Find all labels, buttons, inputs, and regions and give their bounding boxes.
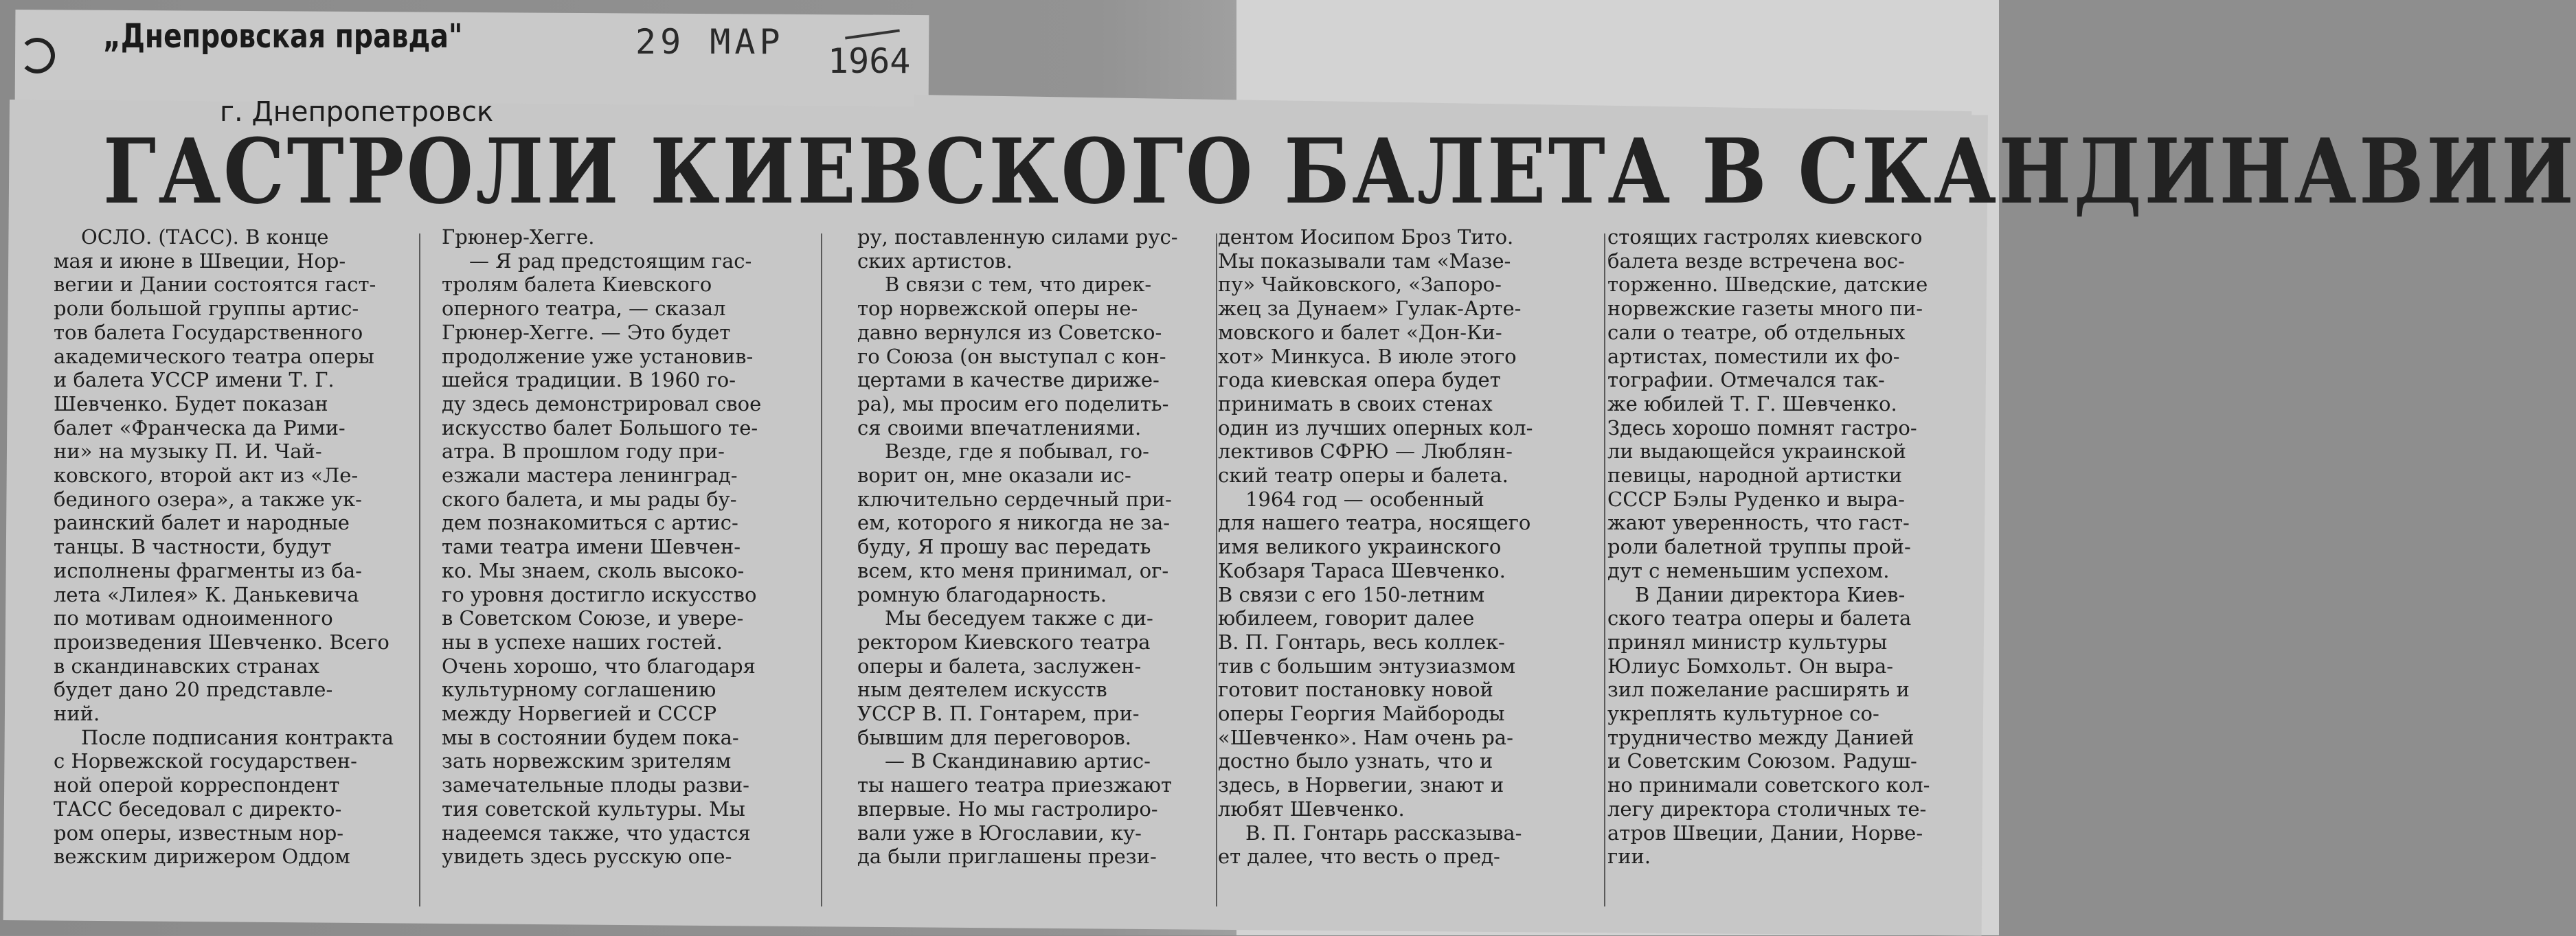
article-line: ни» на музыку П. И. Чай- [54,440,322,464]
article-line: и Советским Союзом. Радуш- [1607,749,1917,773]
article-line: Грюнер-Хегге. — Это будет [442,320,731,344]
year-stamp: 1964 [828,41,911,81]
article-line: оперы Георгия Майбороды [1218,702,1505,726]
article-line: жец за Дунаем» Гулак-Арте- [1218,297,1522,321]
article-line: 1964 год — особенный [1245,487,1484,511]
article-line: ских артистов. [857,249,1013,273]
article-line: но принимали советского кол- [1607,773,1930,797]
article-line: мая и июне в Швеции, Нор- [54,249,346,273]
article-line: продолжение уже установив- [442,344,754,368]
article-line: принимать в своих стенах [1218,391,1493,415]
article-line: роли большой группы артис- [54,297,359,321]
article-line: жают уверенность, что гаст- [1607,511,1910,535]
article-line: ем, которого я никогда не за- [857,511,1171,535]
article-line: Мы беседуем также с ди- [885,606,1153,630]
article-line: здесь, в Норвегии, знают и [1218,773,1504,797]
article-line: зил пожелание расширять и [1607,678,1910,702]
article-line: года киевская опера будет [1218,368,1501,392]
article-column-5 [1607,225,1951,869]
article-line: достно было узнать, что и [1218,749,1493,773]
article-line: В Дании директора Киев- [1635,582,1906,606]
article-line: оперного театра, — сказал [442,297,726,321]
article-line: «Шевченко». Нам очень ра- [1218,725,1513,749]
article-line: Очень хорошо, что благодаря [442,654,756,678]
article-line: ным деятелем искусств [857,678,1107,702]
article-line: же юбилей Т. Г. Шевченко. [1607,391,1897,415]
article-column-4 [1218,225,1561,869]
article-line: тролям балета Киевского [442,273,712,297]
article-column-1 [54,225,397,869]
article-line: бывшим для переговоров. [857,725,1131,749]
article-line: тами театра имени Шевчен- [442,535,741,559]
article-line: дентом Иосипом Броз Тито. [1218,225,1514,249]
article-line: атров Швеции, Дании, Норве- [1607,821,1923,845]
article-line: искусство балет Большого те- [442,415,758,440]
article-line: зать норвежским зрителям [442,749,732,773]
article-line: надеемся также, что удастся [442,821,751,845]
article-line: хот» Минкуса. В июле этого [1218,344,1517,368]
newspaper-name-stamp: „Днепровская правда" [103,17,463,56]
article-line: тив с большим энтузиазмом [1218,654,1516,678]
article-line: торженно. Шведские, датские [1607,273,1928,297]
article-line: исполнены фрагменты из ба- [54,558,362,582]
article-line: тор норвежской оперы не- [857,297,1138,321]
article-line: Кобзаря Тараса Шевченко. [1218,558,1506,582]
article-line: тов балета Государственного [54,320,363,344]
article-line: атра. В прошлом году при- [442,440,725,464]
article-line: певицы, народной артистки [1607,464,1903,488]
article-paragraph [1218,225,1561,869]
column-rule [821,233,822,906]
article-line: ковского, второй акт из «Ле- [54,464,359,488]
punch-hole-mark [19,38,55,73]
article-line: юбилеем, говорит далее [1218,606,1475,630]
article-body [54,225,1963,919]
article-line: лективов СФРЮ — Люблян- [1218,440,1513,464]
article-column-2 [442,225,785,869]
article-line: стоящих гастролях киевского [1607,225,1923,249]
article-line: гии. [1607,845,1651,869]
article-line: мы в состоянии будем пока- [442,725,739,749]
article-line: балета везде встречена вос- [1607,249,1905,273]
date-stamp: 29 МАР [635,22,784,62]
article-line: ключительно сердечный при- [857,487,1172,511]
article-line: УССР В. П. Гонтарем, при- [857,702,1140,726]
article-line: замечательные плоды разви- [442,773,749,797]
article-paragraph [1607,225,1951,869]
article-line: да были приглашены прези- [857,845,1157,869]
article-line: в скандинавских странах [54,654,320,678]
article-line: давно вернулся из Советско- [857,320,1162,344]
article-line: ко. Мы знаем, сколь высоко- [442,558,745,582]
article-line: Мы показывали там «Мазе- [1218,249,1511,273]
article-line: сали о театре, об отдельных [1607,320,1906,344]
article-headline: ГАСТРОЛИ КИЕВСКОГО БАЛЕТА В СКАНДИНАВИИ [103,119,2576,224]
article-line: езжали мастера ленинград- [442,464,738,488]
article-line: ний. [54,702,100,726]
article-line: В. П. Гонтарь рассказыва- [1245,821,1522,845]
column-rule [1604,233,1605,906]
article-line: раинский балет и народные [54,511,350,535]
article-line: имя великого украинского [1218,535,1502,559]
article-line: дем познакомиться с артис- [442,511,738,535]
article-line: ворит он, мне оказали ис- [857,464,1131,488]
article-line: между Норвегией и СССР [442,702,717,726]
article-line: впервые. Но мы гастролиро- [857,797,1158,821]
article-line: ского театра оперы и балета [1607,606,1912,630]
article-line: по мотивам одноименного [54,606,333,630]
article-line: В связи с его 150-летним [1218,582,1485,606]
article-line: увидеть здесь русскую опе- [442,845,732,869]
article-line: — В Скандинавию артис- [885,749,1151,773]
article-line: ского балета, и мы рады бу- [442,487,737,511]
article-line: тия советской культуры. Мы [442,797,745,821]
article-line: лета «Лилея» К. Данькевича [54,582,359,606]
article-line: Везде, где я побывал, го- [885,440,1149,464]
article-line: Юлиус Бомхольт. Он выра- [1607,654,1894,678]
article-line: ректором Киевского театра [857,630,1151,654]
article-line: ны в успехе наших гостей. [442,630,723,654]
article-line: После подписания контракта [81,725,394,749]
article-line: мовского и балет «Дон-Ки- [1218,320,1502,344]
article-line: норвежские газеты много пи- [1607,297,1923,321]
article-line: ду здесь демонстрировал свое [442,391,762,415]
article-line: ОСЛО. (ТАСС). В конце [81,225,329,249]
article-line: произведения Шевченко. Всего [54,630,389,654]
article-line: ромную благодарность. [857,582,1107,606]
article-line: ра), мы просим его поделить- [857,391,1169,415]
article-line: шейся традиции. В 1960 го- [442,368,736,392]
article-line: танцы. В частности, будут [54,535,332,559]
article-line: В связи с тем, что дирек- [885,273,1152,297]
column-rule [419,233,420,906]
article-line: ся своими впечатлениями. [857,415,1142,440]
article-line: ет далее, что весть о пред- [1218,845,1500,869]
article-line: роли балетной труппы прой- [1607,535,1911,559]
article-line: и балета УССР имени Т. Г. [54,368,335,392]
city-stamp: г. Днепропетровск [220,96,494,128]
article-line: буду, Я прошу вас передать [857,535,1151,559]
article-line: дут с неменьшим успехом. [1607,558,1890,582]
article-line: ли выдающейся украинской [1607,440,1906,464]
article-line: легу директора столичных те- [1607,797,1927,821]
article-line: вали уже в Югославии, ку- [857,821,1142,845]
article-line: всем, кто меня принимал, ог- [857,558,1169,582]
article-line: ТАСС беседовал с директо- [54,797,342,821]
article-line: бединого озера», а также ук- [54,487,362,511]
article-line: балет «Франческа да Рими- [54,415,346,440]
article-line: — Я рад предстоящим гас- [469,249,752,273]
article-line: академического театра оперы [54,344,374,368]
article-line: ной оперой корреспондент [54,773,340,797]
article-line: укреплять культурное со- [1607,702,1879,726]
column-rule [1216,233,1217,906]
article-paragraph [442,225,785,869]
article-line: один из лучших оперных кол- [1218,415,1533,440]
article-line: в Советском Союзе, и увере- [442,606,744,630]
article-line: Здесь хорошо помнят гастро- [1607,415,1917,440]
article-line: ром оперы, известным нор- [54,821,344,845]
article-paragraph [54,225,397,869]
article-line: готовит постановку новой [1218,678,1493,702]
article-line: трудничество между Данией [1607,725,1914,749]
article-line: ру, поставленную силами рус- [857,225,1178,249]
article-line: с Норвежской государствен- [54,749,357,773]
article-line: вегии и Дании состоятся гаст- [54,273,376,297]
article-line: го Союза (он выступал с кон- [857,344,1166,368]
article-line: цертами в качестве дирижe- [857,368,1160,392]
article-line: оперы и балета, заслужен- [857,654,1142,678]
article-line: Грюнер-Хегге. [442,225,595,249]
article-line: вежским дирижером Оддом [54,845,350,869]
article-line: В. П. Гонтарь, весь коллек- [1218,630,1505,654]
article-paragraph [857,225,1201,869]
article-line: для нашего театра, носящего [1218,511,1531,535]
article-line: тографии. Отмечался так- [1607,368,1885,392]
article-line: ский театр оперы и балета. [1218,464,1509,488]
article-line: культурному соглашению [442,678,716,702]
article-line: СССР Бэлы Руденко и выра- [1607,487,1905,511]
article-line: артистах, поместили их фо- [1607,344,1900,368]
article-line: будет дано 20 представле- [54,678,333,702]
article-line: ты нашего театра приезжают [857,773,1173,797]
article-line: принял министр культуры [1607,630,1888,654]
article-column-3 [857,225,1201,869]
article-line: го уровня достигло искусство [442,582,757,606]
article-line: любят Шевченко. [1218,797,1405,821]
article-line: Шевченко. Будет показан [54,391,328,415]
article-line: пу» Чайковского, «Запоро- [1218,273,1502,297]
